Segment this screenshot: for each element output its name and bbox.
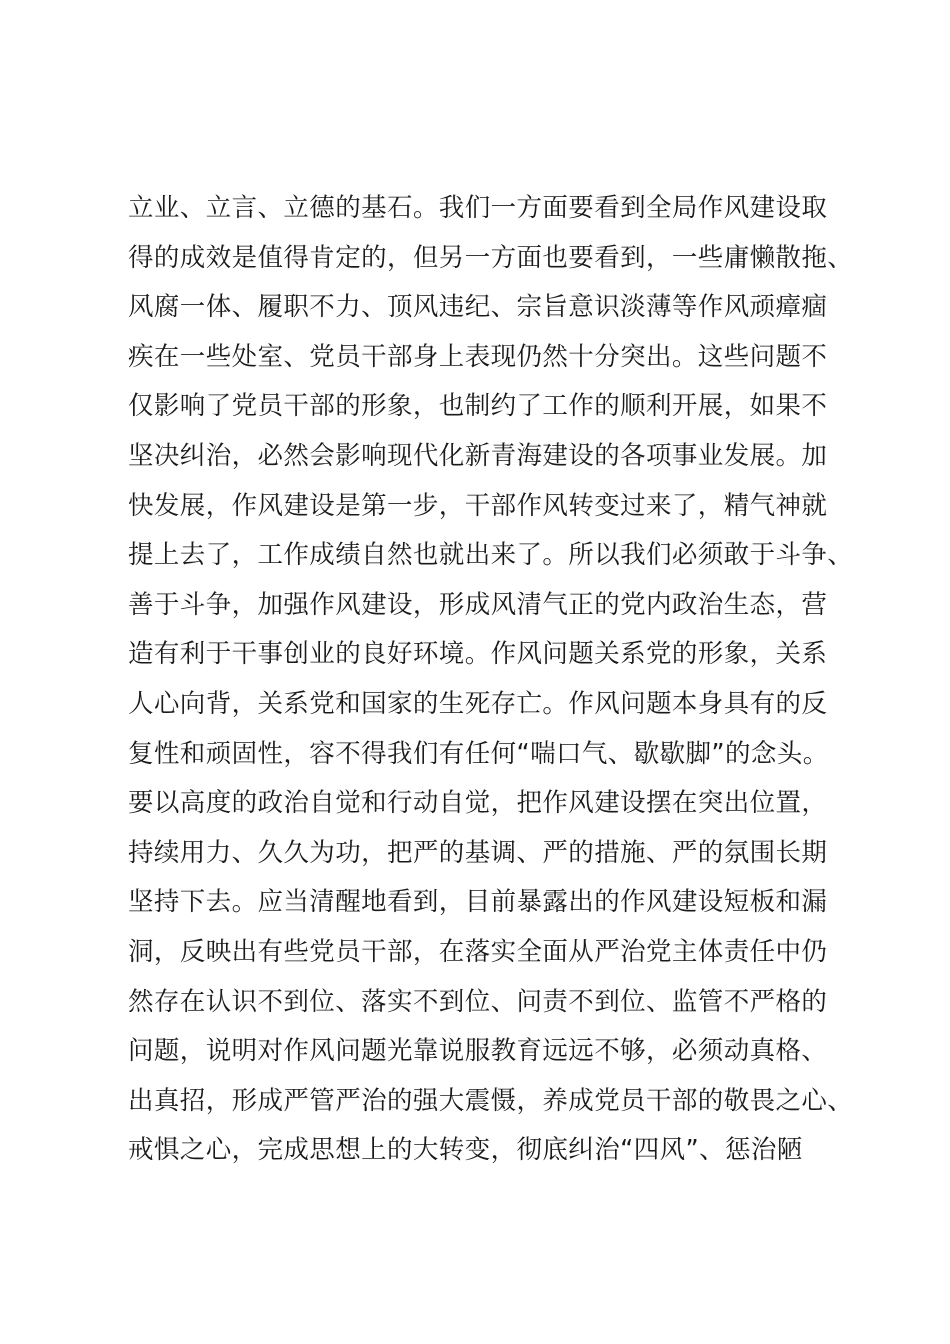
text-line: 出真招，形成严管严治的强大震慑，养成党员干部的敬畏之心、	[128, 1085, 854, 1116]
text-line: 要以高度的政治自觉和行动自觉，把作风建设摆在突出位置，	[128, 788, 828, 819]
text-line: 复性和顽固性，容不得我们有任何“喘口气、歇歇脚”的念头。	[128, 738, 829, 769]
text-line: 坚持下去。应当清醒地看到，目前暴露出的作风建设短板和漏	[128, 887, 828, 918]
text-line: 然存在认识不到位、落实不到位、问责不到位、监管不严格的	[128, 986, 828, 1017]
text-line: 仅影响了党员干部的形象，也制约了工作的顺利开展，如果不	[128, 391, 828, 422]
text-line: 问题，说明对作风问题光靠说服教育远远不够，必须动真格、	[128, 1036, 828, 1067]
text-line: 立业、立言、立德的基石。我们一方面要看到全局作风建设取	[128, 193, 828, 223]
text-line: 快发展，作风建设是第一步，干部作风转变过来了，精气神就	[128, 490, 828, 521]
text-line: 造有利于干事创业的良好环境。作风问题关系党的形象，关系	[128, 639, 828, 670]
text-line: 善于斗争，加强作风建设，形成风清气正的党内政治生态，营	[128, 589, 828, 620]
text-line: 疾在一些处室、党员干部身上表现仍然十分突出。这些问题不	[128, 341, 828, 372]
body-paragraph	[128, 184, 858, 1176]
text-line: 戒惧之心，完成思想上的大转变，彻底纠治“四风”、惩治陋	[128, 1135, 803, 1166]
text-line: 提上去了，工作成绩自然也就出来了。所以我们必须敢于斗争、	[128, 540, 854, 571]
text-line: 持续用力、久久为功，把严的基调、严的措施、严的氛围长期	[128, 837, 828, 868]
text-line: 人心向背，关系党和国家的生死存亡。作风问题本身具有的反	[128, 688, 828, 719]
text-line: 得的成效是值得肯定的，但另一方面也要看到，一些庸懒散拖、	[128, 242, 854, 273]
text-line: 风腐一体、履职不力、顶风违纪、宗旨意识淡薄等作风顽瘴痼	[128, 292, 828, 323]
text-line: 洞，反映出有些党员干部，在落实全面从严治党主体责任中仍	[128, 936, 828, 967]
text-line: 坚决纠治，必然会影响现代化新青海建设的各项事业发展。加	[128, 440, 828, 471]
